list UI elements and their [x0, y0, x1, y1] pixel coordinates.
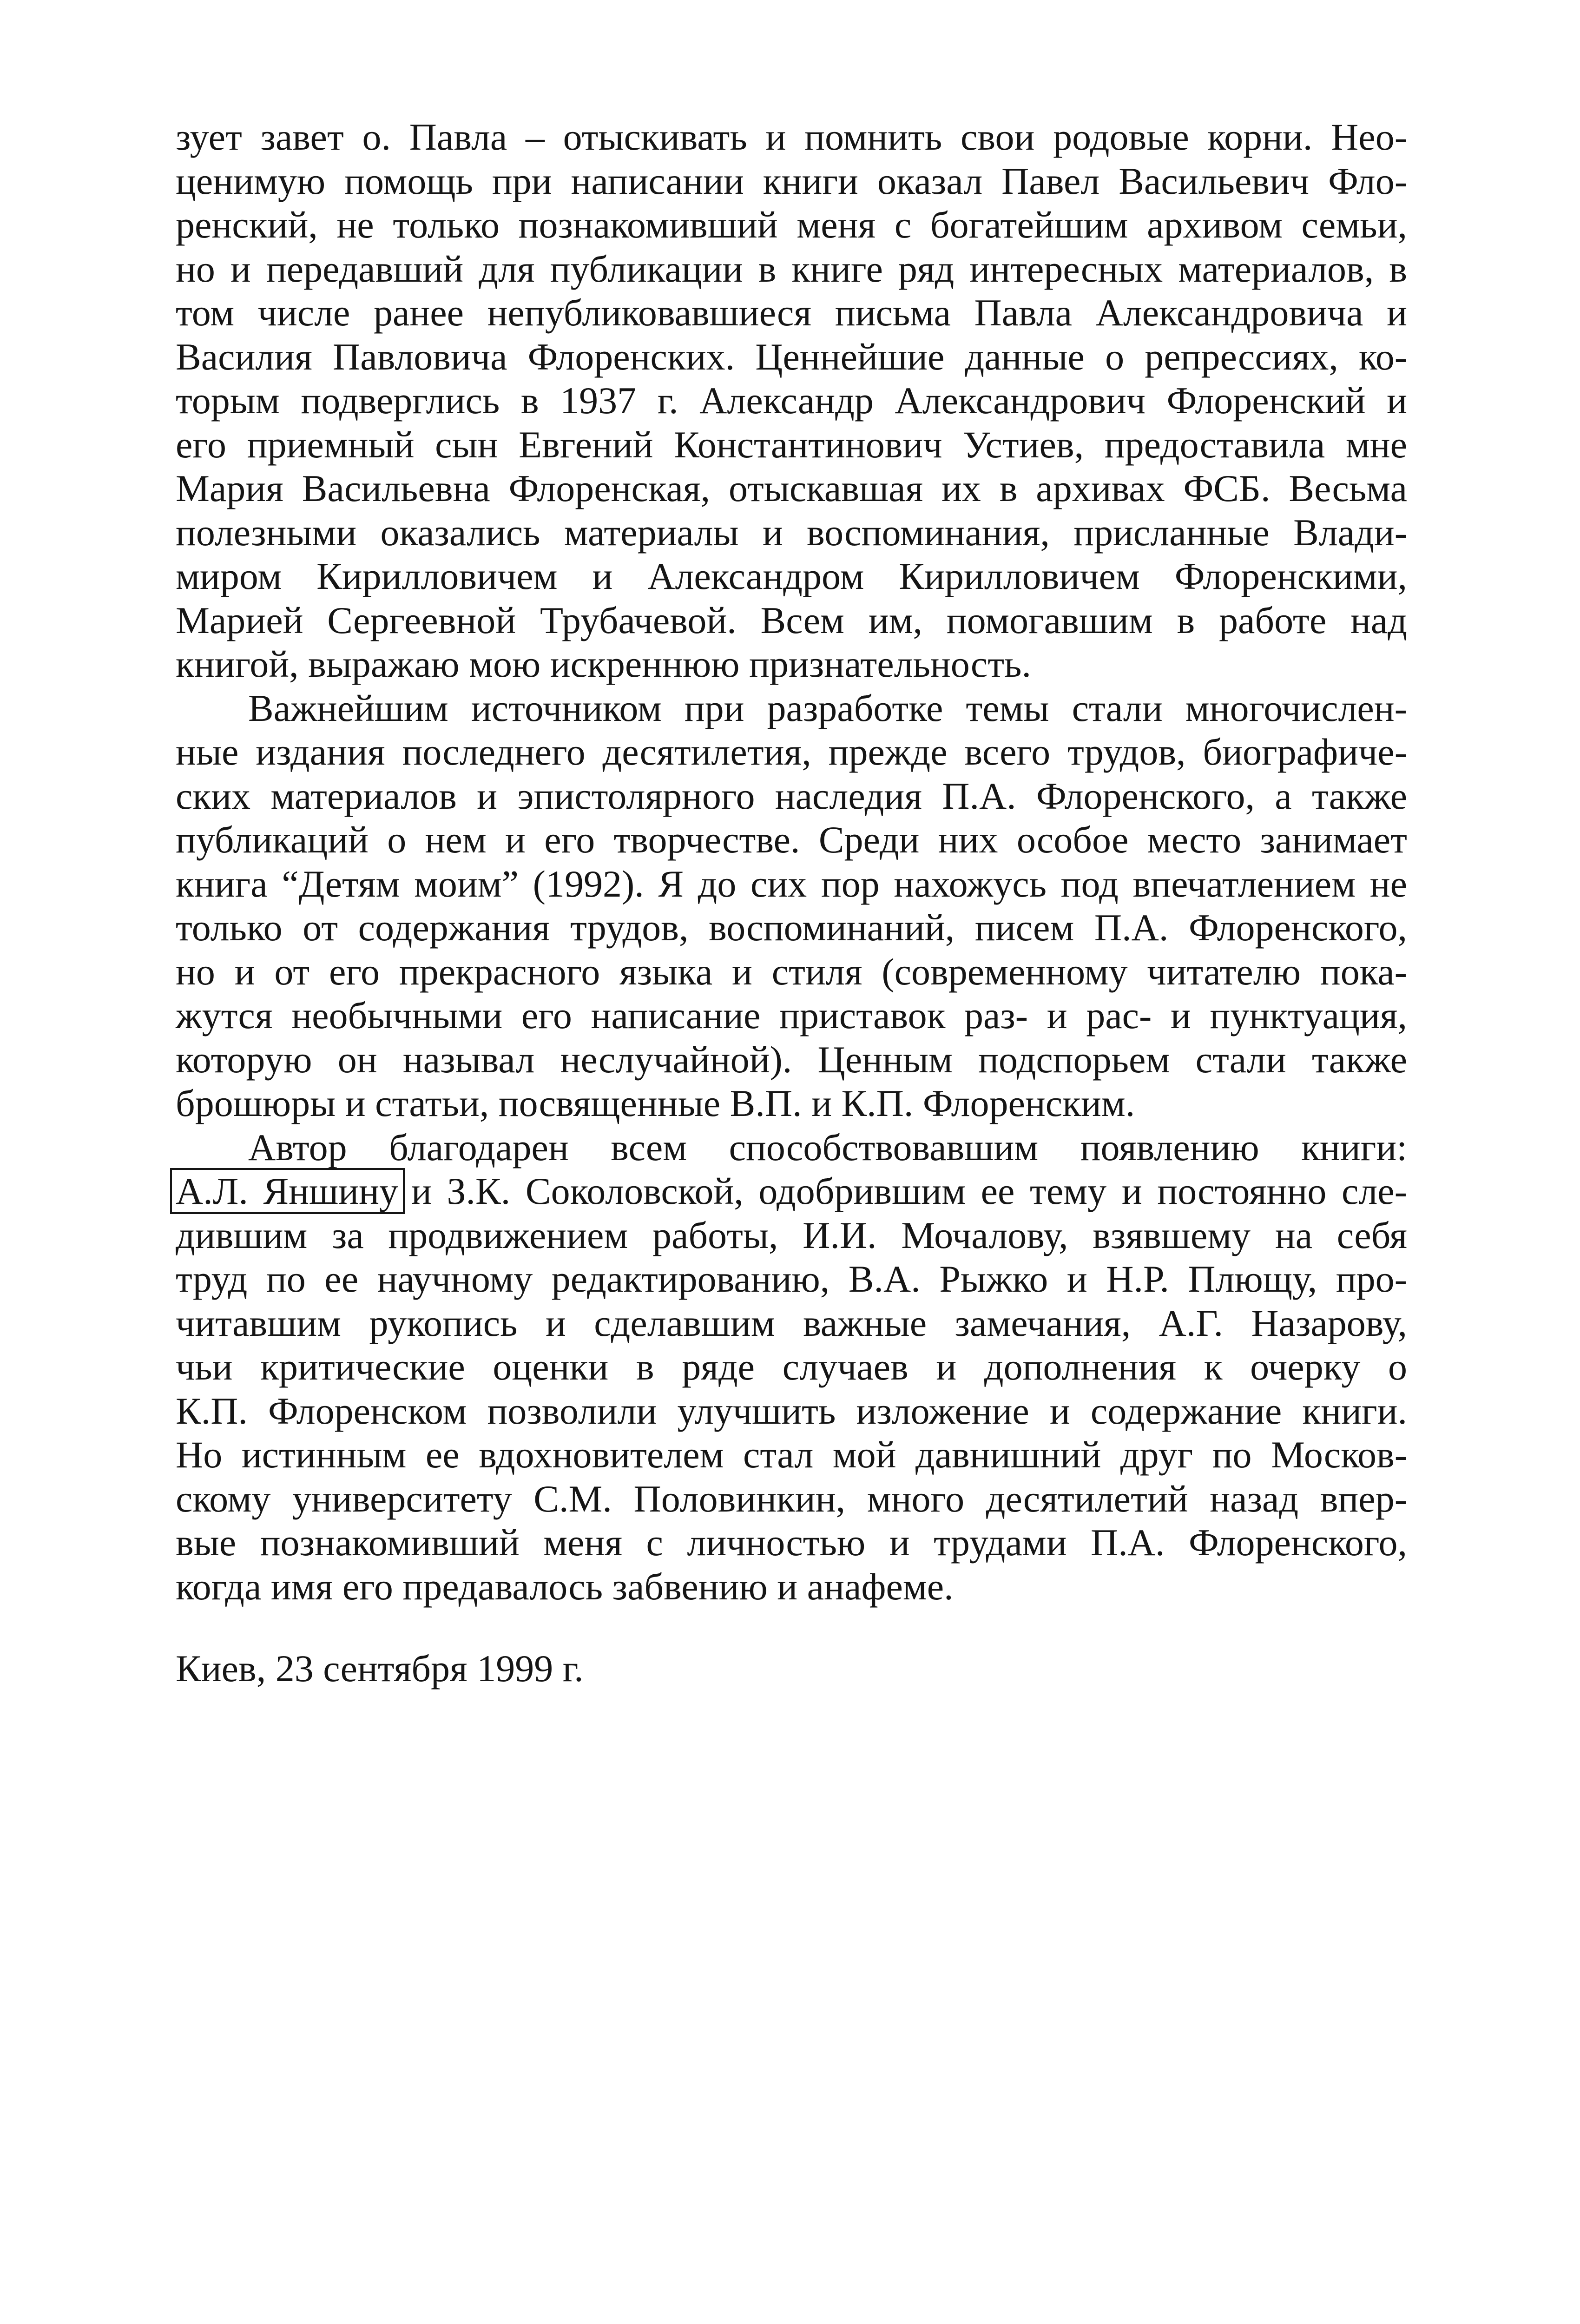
text-line: труд по ее научному редактированию, В.А. Рыжко и Н.Р. Плющу, про- — [176, 1258, 1407, 1300]
text-line: жутся необычными его написание приставок раз- и рас- и пунктуация, — [176, 994, 1407, 1037]
text-line: дившим за продвижением работы, И.И. Мочалову, взявшему на себя — [176, 1214, 1407, 1256]
text-line: полезными оказались материалы и воспоминания, присланные Влади- — [176, 511, 1407, 554]
body-text — [176, 115, 1407, 1691]
text-line: Мария Васильевна Флоренская, отыскавшая их в архивах ФСБ. Весьма — [176, 467, 1407, 509]
text-line: вые познакомивший меня с личностью и трудами П.А. Флоренского, — [176, 1521, 1407, 1564]
text-line: Важнейшим источником при разработке темы стали многочислен- — [248, 687, 1407, 729]
text-line: ные издания последнего десятилетия, прежде всего трудов, биографиче- — [176, 731, 1407, 773]
text-line: только от содержания трудов, воспоминаний, писем П.А. Флоренского, — [176, 906, 1407, 949]
text-line-rest: и З.К. Соколовской, одобрившим ее тему и постоянно сле- — [411, 1170, 1407, 1212]
text-line: книга “Детям моим” (1992). Я до сих пор нахожусь под впечатлением не — [176, 862, 1407, 905]
text-line: том числе ранее непубликовавшиеся письма Павла Александровича и — [176, 291, 1407, 334]
text-line: Василия Павловича Флоренских. Ценнейшие данные о репрессиях, ко- — [176, 335, 1407, 378]
text-line: ценимую помощь при написании книги оказал Павел Васильевич Фло- — [176, 159, 1407, 202]
text-line: Но истинным ее вдохновителем стал мой давнишний друг по Москов- — [176, 1433, 1407, 1476]
text-line: читавшим рукопись и сделавшим важные замечания, А.Г. Назарову, — [176, 1301, 1407, 1344]
text-line: торым подверглись в 1937 г. Александр Александрович Флоренский и — [176, 379, 1407, 422]
text-line: когда имя его предавалось забвению и анафеме. — [176, 1565, 954, 1608]
spacer — [176, 1609, 1407, 1647]
text-line: Автор благодарен всем способствовавшим появлению книги: — [248, 1126, 1407, 1169]
text-line: публикаций о нем и его творчестве. Среди них особое место занимает — [176, 819, 1407, 861]
text-line: которую он называл неслучайной). Ценным подспорьем стали также — [176, 1038, 1407, 1081]
text-line: книгой, выражаю мою искреннюю признательность. — [176, 643, 1031, 685]
text-line-with-boxed-name — [176, 1169, 1407, 1214]
text-line: чьи критические оценки в ряде случаев и дополнения к очерку о — [176, 1346, 1407, 1388]
paragraph-1 — [176, 115, 1407, 687]
boxed-name: А.Л. Яншину — [170, 1168, 405, 1214]
signature-place-date: Киев, 23 сентября 1999 г. — [176, 1647, 584, 1690]
paragraph-2 — [176, 687, 1407, 1126]
text-line: но и от его прекрасного языка и стиля (современному читателю пока- — [176, 950, 1407, 993]
text-line: зует завет о. Павла – отыскивать и помнить свои родовые корни. Нео- — [176, 116, 1407, 158]
text-line: его приемный сын Евгений Константинович Устиев, предоставила мне — [176, 423, 1407, 466]
paragraph-3 — [176, 1126, 1407, 1609]
text-line: ских материалов и эпистолярного наследия П.А. Флоренского, а также — [176, 774, 1407, 817]
text-line: Марией Сергеевной Трубачевой. Всем им, помогавшим в работе над — [176, 599, 1407, 641]
text-line: скому университету С.М. Половинкин, много десятилетий назад впер- — [176, 1477, 1407, 1520]
text-line: ренский, не только познакомивший меня с богатейшим архивом семьи, — [176, 204, 1407, 246]
text-line: К.П. Флоренском позволили улучшить изложение и содержание книги. — [176, 1389, 1407, 1432]
text-line: но и передавший для публикации в книге ряд интересных материалов, в — [176, 247, 1407, 290]
text-line: миром Кирилловичем и Александром Кирилловичем Флоренскими, — [176, 555, 1407, 597]
text-line: брошюры и статьи, посвященные В.П. и К.П. Флоренским. — [176, 1082, 1135, 1124]
